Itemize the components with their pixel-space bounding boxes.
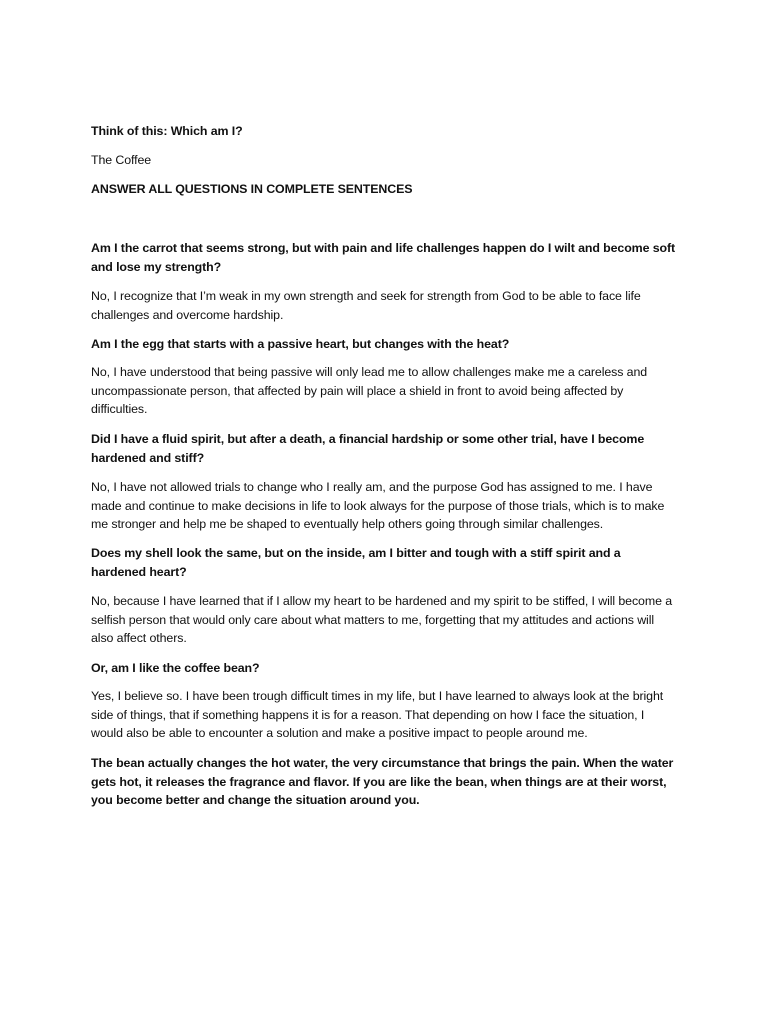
question-2: Am I the egg that starts with a passive heart, but changes with the heat? (91, 337, 510, 351)
conclusion-paragraph: The bean actually changes the hot water, the very circumstance that brings the pain. When the water gets hot, it releases the fragrance and flavor. If you are like the bean, when things are at their worst, you become better and change the situation around you. (91, 756, 674, 808)
document-subtitle: The Coffee (91, 153, 152, 167)
prompt-heading: Think of this: Which am I? (91, 124, 243, 138)
question-1: Am I the carrot that seems strong, but with pain and life challenges happen do I wilt and become soft and lose my strength? (91, 241, 676, 274)
answer-2: No, I have understood that being passive will only lead me to allow challenges make me a careless and uncompassionate person, that affected by pain will place a shield in front to avoid being affected by difficulties. (91, 365, 648, 417)
answer-4: No, because I have learned that if I allow my heart to be hardened and my spirit to be stiffed, I will become a selfish person that would only care about what matters to me, forgetting that my attitudes and actions will also affect others. (91, 594, 672, 646)
question-4: Does my shell look the same, but on the inside, am I bitter and tough with a stiff spirit and a hardened heart? (91, 546, 621, 579)
answer-5: Yes, I believe so. I have been trough difficult times in my life, but I have learned to always look at the bright side of things, that if something happens it is for a reason. That depending on how I face the situation, I would also be able to encounter a solution and make a positive impact to people around me. (91, 689, 664, 741)
answer-3: No, I have not allowed trials to change who I really am, and the purpose God has assigned to me. I have made and continue to make decisions in life to look always for the purpose of those trials, which is to make me stronger and help me be shaped to eventually help others going through similar challenges. (91, 480, 665, 532)
question-3: Did I have a fluid spirit, but after a death, a financial hardship or some other trial, have I become hardened and stiff? (91, 432, 645, 465)
question-5: Or, am I like the coffee bean? (91, 661, 260, 675)
answer-1: No, I recognize that I’m weak in my own strength and seek for strength from God to be able to face life challenges and overcome hardship. (91, 289, 641, 322)
instruction-heading: ANSWER ALL QUESTIONS IN COMPLETE SENTENCES (91, 182, 413, 196)
